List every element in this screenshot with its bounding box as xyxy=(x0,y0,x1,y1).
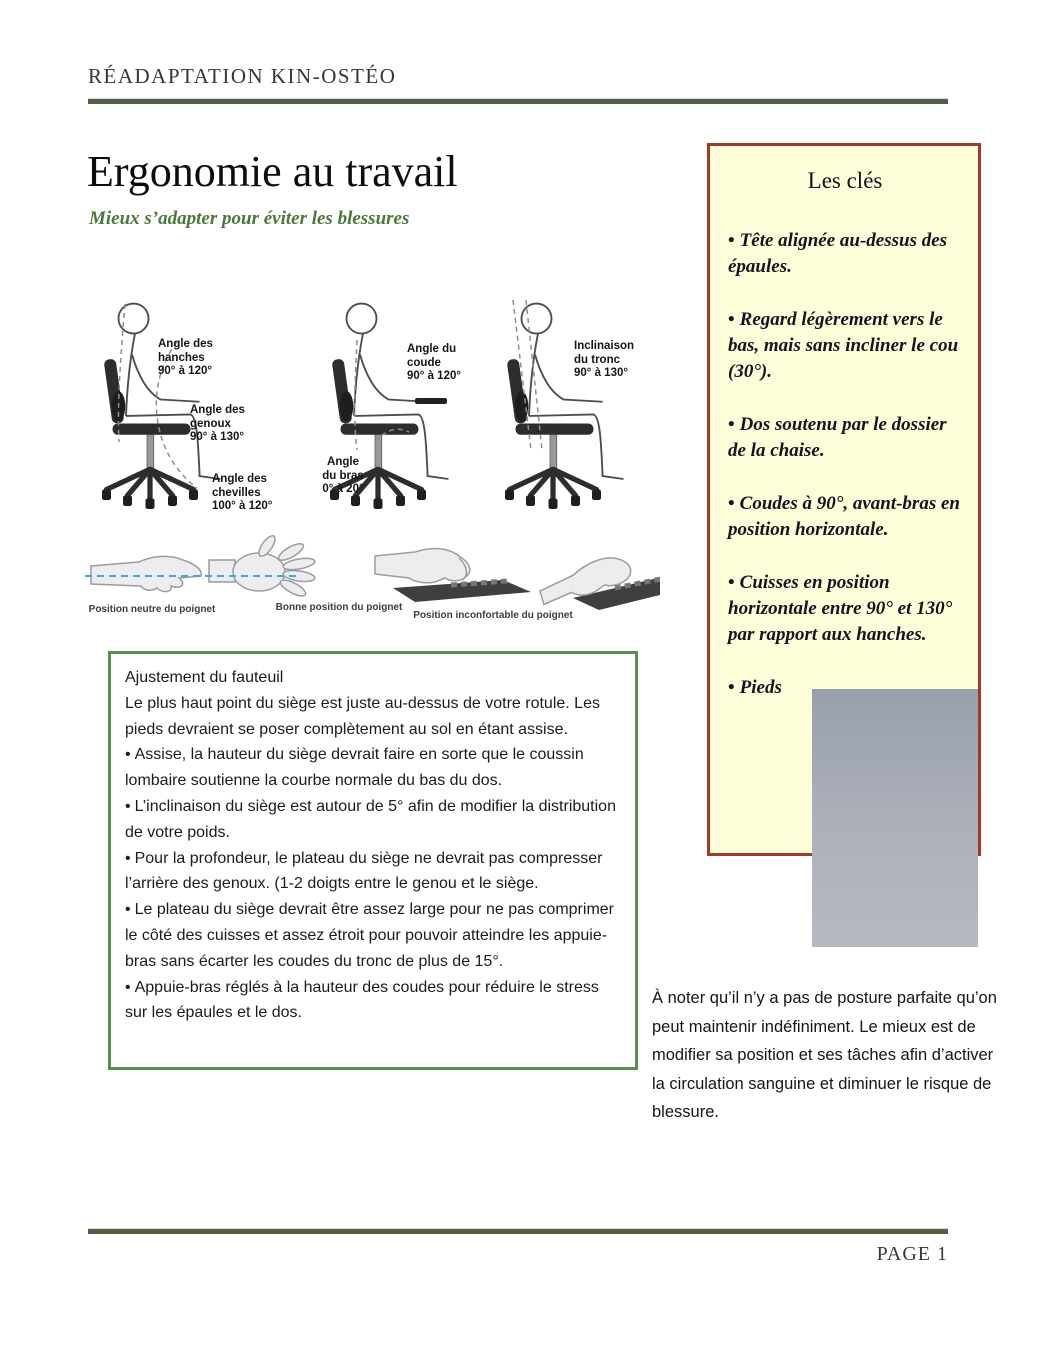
neutral-wrist-hand xyxy=(91,556,201,591)
bad-wrist-keyboard xyxy=(536,552,660,610)
page-subtitle: Mieux s’adapter pour éviter les blessures xyxy=(89,208,410,229)
bullet-item: • Appuie-bras réglés à la hauteur des coudes pour réduire le stress sur les épaules et le dos. xyxy=(125,978,599,1022)
bullet-marker: • xyxy=(125,746,131,764)
closing-note: À noter qu’il n’y a pas de posture parfaite qu’on peut maintenir indéfiniment. Le mieux est de modifier sa position et ses tâches afin d’activer la circulation sanguine et diminuer le risque de blessure. xyxy=(652,989,997,1122)
bullet-marker: • xyxy=(125,901,131,919)
label-elbow-angle: Angle du coude 90° à 120° xyxy=(407,343,461,382)
bullet-marker: • xyxy=(125,978,131,996)
bullet-item: • Pour la profondeur, le plateau du siège ne devrait pas compresser l’arrière des genoux. (1-2 doigts entre le genou et le siège. xyxy=(125,849,603,893)
label-trunk-incline: Inclinaison du tronc 90° à 130° xyxy=(574,340,635,379)
bullet-marker: • xyxy=(125,849,131,867)
label-knee-angle: Angle des genoux 90° à 130° xyxy=(190,404,245,443)
label-arm-angle: Angle du bras 0° à 20° xyxy=(322,456,364,495)
chair-adjustment-bullets xyxy=(125,742,621,1026)
good-wrist-keyboard xyxy=(375,549,531,602)
chair-adjustment-box xyxy=(108,651,638,1070)
bullet-item: • Dos soutenu par le dossier de la chaise. xyxy=(728,414,947,461)
page-title: Ergonomie au travail xyxy=(87,147,458,196)
bullet-item: • Regard légèrement vers le bas, mais sans incliner le cou (30°). xyxy=(728,309,959,382)
caption-neutral-wrist: Position neutre du poignet xyxy=(88,604,216,615)
bullet-item: • Coudes à 90°, avant-bras en position horizontale. xyxy=(728,493,960,540)
keyboard-small xyxy=(415,398,447,404)
bullet-item: • L’inclinaison du siège est autour de 5° afin de modifier la distribution de votre poids. xyxy=(125,797,616,841)
bullet-item: • Cuisses en position horizontale entre 90° et 130° par rapport aux hanches. xyxy=(728,572,953,645)
bullet-marker: • xyxy=(728,230,735,251)
header-rule xyxy=(88,99,948,104)
brand-header: RÉADAPTATION KIN-OSTÉO xyxy=(88,64,397,88)
gray-image-placeholder xyxy=(812,689,978,947)
chair-adjustment-title: Ajustement du fauteuil xyxy=(125,669,284,686)
bullet-item: • Assise, la hauteur du siège devrait faire en sorte que le coussin lombaire soutienne la courbe normale du bas du dos. xyxy=(125,746,584,790)
open-palm-hand xyxy=(209,533,316,599)
ergonomics-diagram xyxy=(85,292,660,637)
bullet-marker: • xyxy=(728,414,735,435)
caption-good-wrist: Bonne position du poignet xyxy=(275,602,403,613)
label-ankle-angle: Angle des chevilles 100° à 120° xyxy=(212,473,273,512)
bullet-marker: • xyxy=(728,572,735,593)
chair-adjustment-intro: Le plus haut point du siège est juste au-dessus de votre rotule. Les pieds devraient se poser complètement au sol en étant assise. xyxy=(125,694,600,738)
keys-bullets xyxy=(728,228,962,701)
label-hip-angle: Angle des hanches 90° à 120° xyxy=(158,338,213,377)
bullet-marker: • xyxy=(125,797,131,815)
bullet-marker: • xyxy=(728,677,735,698)
bullet-marker: • xyxy=(728,493,735,514)
page-number: PAGE 1 xyxy=(876,1243,948,1265)
bullet-item: • Pieds xyxy=(728,677,782,698)
bullet-marker: • xyxy=(728,309,735,330)
keys-title: Les clés xyxy=(807,168,883,193)
bullet-item: • Tête alignée au-dessus des épaules. xyxy=(728,230,948,277)
footer-rule xyxy=(88,1229,948,1234)
bullet-item: • Le plateau du siège devrait être assez large pour ne pas comprimer le côté des cuisses et assez étroit pour pouvoir atteindre les appuie-bras sans écarter les coudes du tronc de plus de 15°. xyxy=(125,901,614,970)
caption-bad-wrist: Position inconfortable du poignet xyxy=(413,610,573,621)
